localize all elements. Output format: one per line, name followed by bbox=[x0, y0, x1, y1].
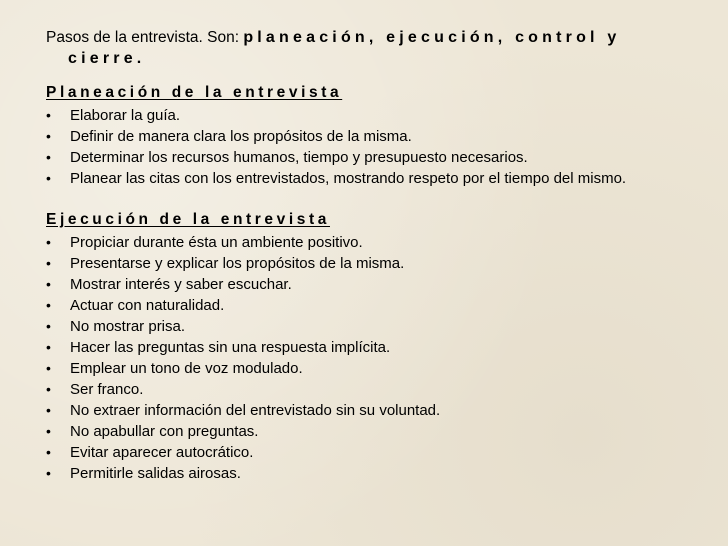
bullet-icon: • bbox=[46, 170, 51, 186]
section-heading-ejecucion: Ejecución de la entrevista bbox=[46, 211, 330, 228]
bullet-icon: • bbox=[46, 402, 51, 418]
bullet-icon: • bbox=[46, 381, 51, 397]
list-item-text: Mostrar interés y saber escuchar. bbox=[70, 276, 292, 293]
list-item-text: Actuar con naturalidad. bbox=[70, 297, 225, 314]
list-item bbox=[46, 232, 716, 253]
list-item-text: Propiciar durante ésta un ambiente positivo. bbox=[70, 234, 363, 251]
list-item bbox=[46, 253, 716, 274]
bullet-icon: • bbox=[46, 107, 51, 123]
bullet-icon: • bbox=[46, 318, 51, 334]
list-item bbox=[46, 126, 716, 147]
section-heading-planeacion: Planeación de la entrevista bbox=[46, 84, 343, 101]
planeacion-list bbox=[46, 105, 716, 189]
bullet-icon: • bbox=[46, 444, 51, 460]
list-item-text: Emplear un tono de voz modulado. bbox=[70, 360, 303, 377]
list-item-text: Permitirle salidas airosas. bbox=[70, 465, 241, 482]
intro-lead: Pasos de la entrevista. Son: bbox=[46, 29, 244, 46]
list-item-text: No mostrar prisa. bbox=[70, 318, 186, 335]
bullet-icon: • bbox=[46, 149, 51, 165]
list-item-text: No apabullar con preguntas. bbox=[70, 423, 259, 440]
bullet-icon: • bbox=[46, 255, 51, 271]
list-item bbox=[46, 463, 716, 484]
list-item bbox=[46, 400, 716, 421]
bullet-icon: • bbox=[46, 297, 51, 313]
intro-paragraph bbox=[46, 27, 696, 69]
ejecucion-list bbox=[46, 232, 716, 484]
list-item-text: Ser franco. bbox=[70, 381, 144, 398]
bullet-icon: • bbox=[46, 234, 51, 250]
list-item bbox=[46, 358, 716, 379]
list-item bbox=[46, 316, 716, 337]
list-item-text: Determinar los recursos humanos, tiempo y presupuesto necesarios. bbox=[70, 149, 528, 166]
list-item bbox=[46, 168, 716, 189]
list-item bbox=[46, 337, 716, 358]
list-item-text: Evitar aparecer autocrático. bbox=[70, 444, 254, 461]
list-item-text: No extraer información del entrevistado sin su voluntad. bbox=[70, 402, 441, 419]
list-item-text: Planear las citas con los entrevistados, mostrando respeto por el tiempo del mismo. bbox=[70, 170, 627, 187]
list-item-text: Presentarse y explicar los propósitos de la misma. bbox=[70, 255, 405, 272]
intro-steps-continuation: cierre. bbox=[68, 50, 146, 67]
bullet-icon: • bbox=[46, 128, 51, 144]
list-item bbox=[46, 274, 716, 295]
list-item-text: Elaborar la guía. bbox=[70, 107, 181, 124]
list-item bbox=[46, 421, 716, 442]
bullet-icon: • bbox=[46, 360, 51, 376]
bullet-icon: • bbox=[46, 339, 51, 355]
list-item-text: Definir de manera clara los propósitos de la misma. bbox=[70, 128, 412, 145]
bullet-icon: • bbox=[46, 276, 51, 292]
list-item bbox=[46, 105, 716, 126]
intro-steps-emphasis: planeación, ejecución, control y bbox=[243, 29, 621, 46]
list-item bbox=[46, 379, 716, 400]
list-item bbox=[46, 442, 716, 463]
list-item bbox=[46, 295, 716, 316]
bullet-icon: • bbox=[46, 423, 51, 439]
bullet-icon: • bbox=[46, 465, 51, 481]
list-item-text: Hacer las preguntas sin una respuesta implícita. bbox=[70, 339, 391, 356]
list-item bbox=[46, 147, 716, 168]
